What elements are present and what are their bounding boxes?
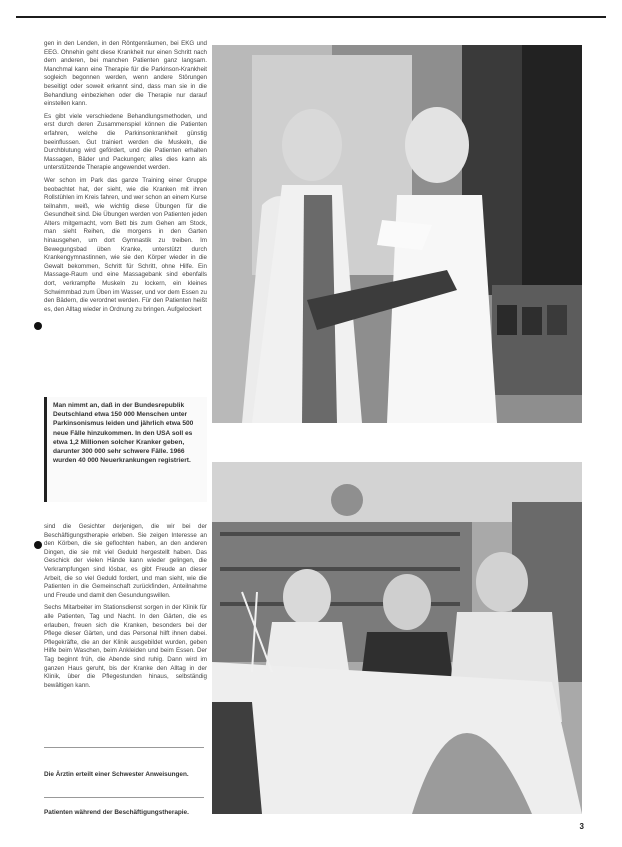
article-column-2 <box>44 523 207 694</box>
info-box-text: Man nimmt an, daß in der Bundesrepublik Deutschland etwa 150 000 Menschen unter Parkinsonismus leiden und jährlich etwa 500 neue Fälle hinzukommen. In den USA soll es etwa 1,2 Millionen solcher Kranker geben, darunter 300 000 sehr schwere Fälle. 1966 wurden 40 000 Neuerkrankungen registriert. <box>53 402 194 465</box>
caption-divider <box>44 747 204 748</box>
photo-doctor-and-nurse <box>212 45 582 423</box>
paragraph: gen in den Lenden, in den Röntgenräumen, bei EKG und EEG. Ohnehin geht diese Krankheit nur einen Schritt nach dem anderen, bei manchen Patienten ganz langsam. Manchmal kann eine Therapie für die Parkinson-Krankheit sogleich begonnen werden, wenn andere Störungen beseitigt oder soweit erkannt sind, dass man sie in die Behandlung einbeziehen oder die Therapie nur darauf einstellen kann. <box>44 40 207 108</box>
paragraph: Sechs Mitarbeiter im Stationsdienst sorgen in der Klinik für alle Patienten, Tag und Nacht. In den Gärten, die es erlauben, freuen sich die Kranken, besonders bei der Pflege dieser Gärten, und das Personal hilft ihnen dabei. Pflegekräfte, die an der Klinik ausgebildet wurden, geben Hilfe beim Waschen, beim Ankleiden und beim Essen. Der Tag beginnt früh, die Abende sind ruhig. Dann wird im ganzen Haus geruht, bis der Kranke den Alltag in der Klinik, über die Pflegestunden hinaus, selbständig bewältigen kann. <box>44 604 207 689</box>
top-rule <box>16 16 606 18</box>
caption-divider <box>44 797 204 798</box>
bullet-dot <box>34 322 42 330</box>
paragraph: Wer schon im Park das ganze Training einer Gruppe beobachtet hat, der sieht, wie die Kranken mit ihren Rollstühlen im Kreis fahren, und wer schon an einem Kurse teilnahm, weiß, wie wichtig diese Übungen für die Gesundheit sind. Die Übungen werden von Patienten jeden Alters mitgemacht, vom Bett bis zum Gehen am Stock, man sieht Reihen, die morgens in den Garten hinausgehen, um dort Gymnastik zu treiben. Im Bewegungsbad üben Kranke, unterstützt durch Krankengymnastinnen, wie sie den Körper wieder in die Gewalt bekommen, Schritt für Schritt, ohne Hilfe. Ein Massage-Raum und eine Massagebank sind ebenfalls dort, verkrampfte Muskeln zu lockern, ein kleines Schwimmbad zum Üben im Wasser, und vor dem Essen zu den Bädern, die verordnet werden. Für den Patienten heißt es, den Alltag wieder in Ordnung zu bringen. Aufgelockert <box>44 176 207 313</box>
page-number: 3 <box>579 822 584 831</box>
photo-occupational-therapy <box>212 462 582 814</box>
caption-top-photo: Die Ärztin erteilt einer Schwester Anweisungen. <box>44 771 189 778</box>
bullet-dot <box>34 541 42 549</box>
paragraph: Es gibt viele verschiedene Behandlungsmethoden, und erst durch deren Zusammenspiel können die Patienten erfahren, welche die Parkinsonkrankheit günstig beeinflussen. Gut trainiert werden die Muskeln, die Durchblutung wird gefördert, und die Patienten erhalten Massagen, Bäder und Packungen; alles dies kann als unterstützende Therapie angewendet werden. <box>44 112 207 172</box>
article-column-1 <box>44 40 207 318</box>
statistics-info-box <box>44 397 207 502</box>
caption-bottom-photo: Patienten während der Beschäftigungstherapie. <box>44 809 189 816</box>
paragraph: sind die Gesichter derjenigen, die wir bei der Beschäftigungstherapie erleben. Sie zeigen Interesse an den Körben, die sie geflochten haben, an den anderen Dingen, die sie mit viel Geduld hergestellt haben. Das Geschick der vielen Hände kann wieder gelingen, die Verkrampfungen sind lösbar, es gibt Freude an dieser Arbeit, die so viel Geduld fordert, und man sieht, wie die Patienten in die Gemeinschaft zurückfinden, Anteilnahme und Freude und damit den Gesundungswillen. <box>44 523 207 599</box>
